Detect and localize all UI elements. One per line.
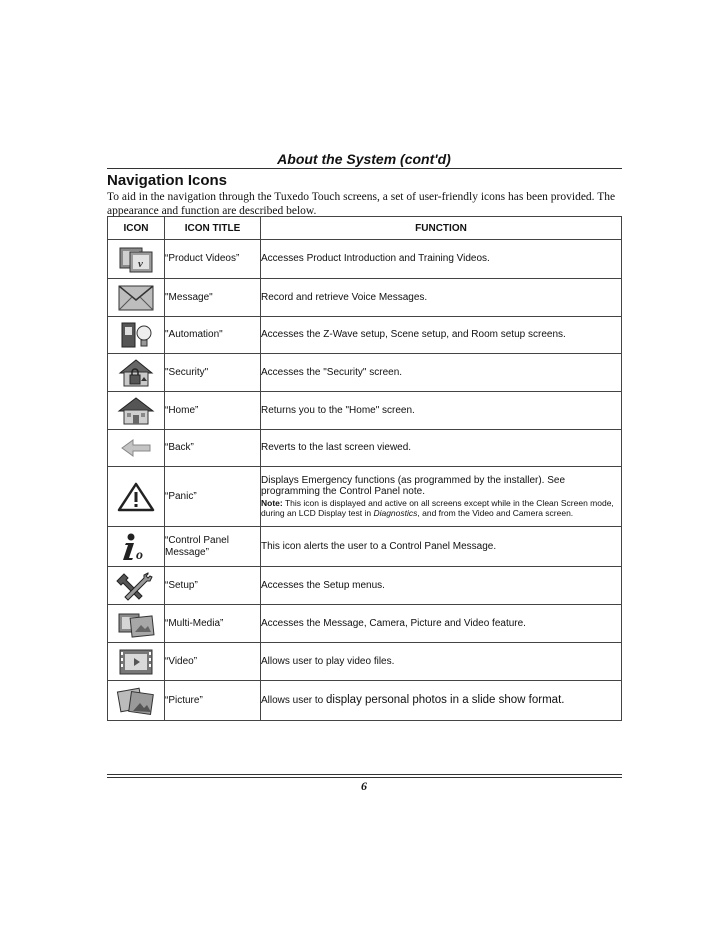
table-cell-function: Accesses the Message, Camera, Picture and Video feature. bbox=[261, 605, 622, 643]
table-cell-function: Accesses the Setup menus. bbox=[261, 567, 622, 605]
note-text-a: This icon is displayed and active on all screens except while in the Clean Screen mode, during an LCD Display test in bbox=[261, 497, 614, 518]
table-cell-function: Record and retrieve Voice Messages. bbox=[261, 279, 622, 317]
section-intro: To aid in the navigation through the Tuxedo Touch screens, a set of user-friendly icons has been provided. The appearance and function are described below. bbox=[107, 191, 616, 217]
picture-icon bbox=[116, 685, 156, 717]
table-cell-function bbox=[261, 467, 622, 527]
table-row bbox=[108, 392, 622, 430]
navigation-icons-table bbox=[107, 216, 622, 721]
table-cell-title: “Picture” bbox=[165, 681, 261, 721]
section-title: Navigation Icons bbox=[107, 172, 228, 189]
warning-icon bbox=[116, 481, 156, 513]
table-cell-function bbox=[261, 681, 622, 721]
multimedia-icon bbox=[116, 608, 156, 640]
table-cell-title: “Product Videos” bbox=[165, 240, 261, 279]
security-house-icon bbox=[116, 357, 156, 389]
table-cell-icon bbox=[108, 527, 165, 567]
table-row bbox=[108, 354, 622, 392]
svg-text:v: v bbox=[138, 258, 143, 270]
table-cell-icon bbox=[108, 430, 165, 467]
video-icon bbox=[116, 646, 156, 678]
table-cell-title: “Home” bbox=[165, 392, 261, 430]
table-cell-function: Returns you to the "Home" screen. bbox=[261, 392, 622, 430]
table-cell-icon bbox=[108, 354, 165, 392]
function-text-b: display personal photos in a slide show format. bbox=[326, 694, 565, 706]
table-cell-function: Allows user to play video files. bbox=[261, 643, 622, 681]
table-cell-icon bbox=[108, 317, 165, 354]
table-cell-title: "Message" bbox=[165, 279, 261, 317]
table-cell-icon bbox=[108, 643, 165, 681]
table-cell-icon bbox=[108, 240, 165, 279]
automation-icon bbox=[116, 319, 156, 351]
table-row bbox=[108, 240, 622, 279]
table-cell-title: “Multi-Media” bbox=[165, 605, 261, 643]
table-cell-title: “Setup” bbox=[165, 567, 261, 605]
table-row bbox=[108, 527, 622, 567]
table-header-row bbox=[108, 217, 622, 240]
table-cell-title: “Video” bbox=[165, 643, 261, 681]
footer-divider-bottom bbox=[107, 777, 622, 778]
header-divider bbox=[107, 168, 622, 169]
table-row bbox=[108, 567, 622, 605]
table-cell-icon bbox=[108, 467, 165, 527]
table-cell-title: “Back” bbox=[165, 430, 261, 467]
table-row bbox=[108, 279, 622, 317]
table-row bbox=[108, 317, 622, 354]
table-cell-title: "Security" bbox=[165, 354, 261, 392]
column-header-icon-title: ICON TITLE bbox=[165, 217, 261, 240]
table-cell-title: "Automation" bbox=[165, 317, 261, 354]
note-text-b: , and from the Video and Camera screen. bbox=[417, 508, 574, 518]
column-header-icon: ICON bbox=[108, 217, 165, 240]
table-cell-function: Accesses the Z-Wave setup, Scene setup, and Room setup screens. bbox=[261, 317, 622, 354]
table-cell-icon bbox=[108, 681, 165, 721]
table-cell-function: Reverts to the last screen viewed. bbox=[261, 430, 622, 467]
table-row bbox=[108, 605, 622, 643]
envelope-icon bbox=[116, 282, 156, 314]
info-icon bbox=[116, 531, 156, 563]
column-header-function: FUNCTION bbox=[261, 217, 622, 240]
back-arrow-icon bbox=[116, 432, 156, 464]
table-cell-function: Accesses Product Introduction and Training Videos. bbox=[261, 240, 622, 279]
table-cell-function: Accesses the "Security" screen. bbox=[261, 354, 622, 392]
table-cell-icon bbox=[108, 567, 165, 605]
table-cell-function: This icon alerts the user to a Control Panel Message. bbox=[261, 527, 622, 567]
table-cell-icon bbox=[108, 392, 165, 430]
tools-icon bbox=[116, 570, 156, 602]
table-row bbox=[108, 681, 622, 721]
footer-divider-top bbox=[107, 774, 622, 775]
table-row bbox=[108, 430, 622, 467]
note-text-emphasis: Diagnostics bbox=[373, 508, 418, 518]
table-cell-icon bbox=[108, 279, 165, 317]
note-label: Note: bbox=[261, 497, 283, 508]
table-row bbox=[108, 643, 622, 681]
panic-note bbox=[261, 498, 621, 519]
product-videos-icon bbox=[116, 243, 156, 275]
page-number: 6 bbox=[361, 779, 367, 793]
table-cell-title: “Panic” bbox=[165, 467, 261, 527]
page-header-title: About the System (cont'd) bbox=[277, 151, 451, 167]
home-icon bbox=[116, 395, 156, 427]
table-cell-icon bbox=[108, 605, 165, 643]
svg-text:o: o bbox=[136, 547, 143, 563]
function-text-a: Allows user to bbox=[261, 695, 327, 706]
function-text: Displays Emergency functions (as programmed by the installer). See programming the Control Panel note. bbox=[261, 474, 566, 497]
table-cell-title: “Control Panel Message” bbox=[165, 527, 261, 567]
table-row bbox=[108, 467, 622, 527]
